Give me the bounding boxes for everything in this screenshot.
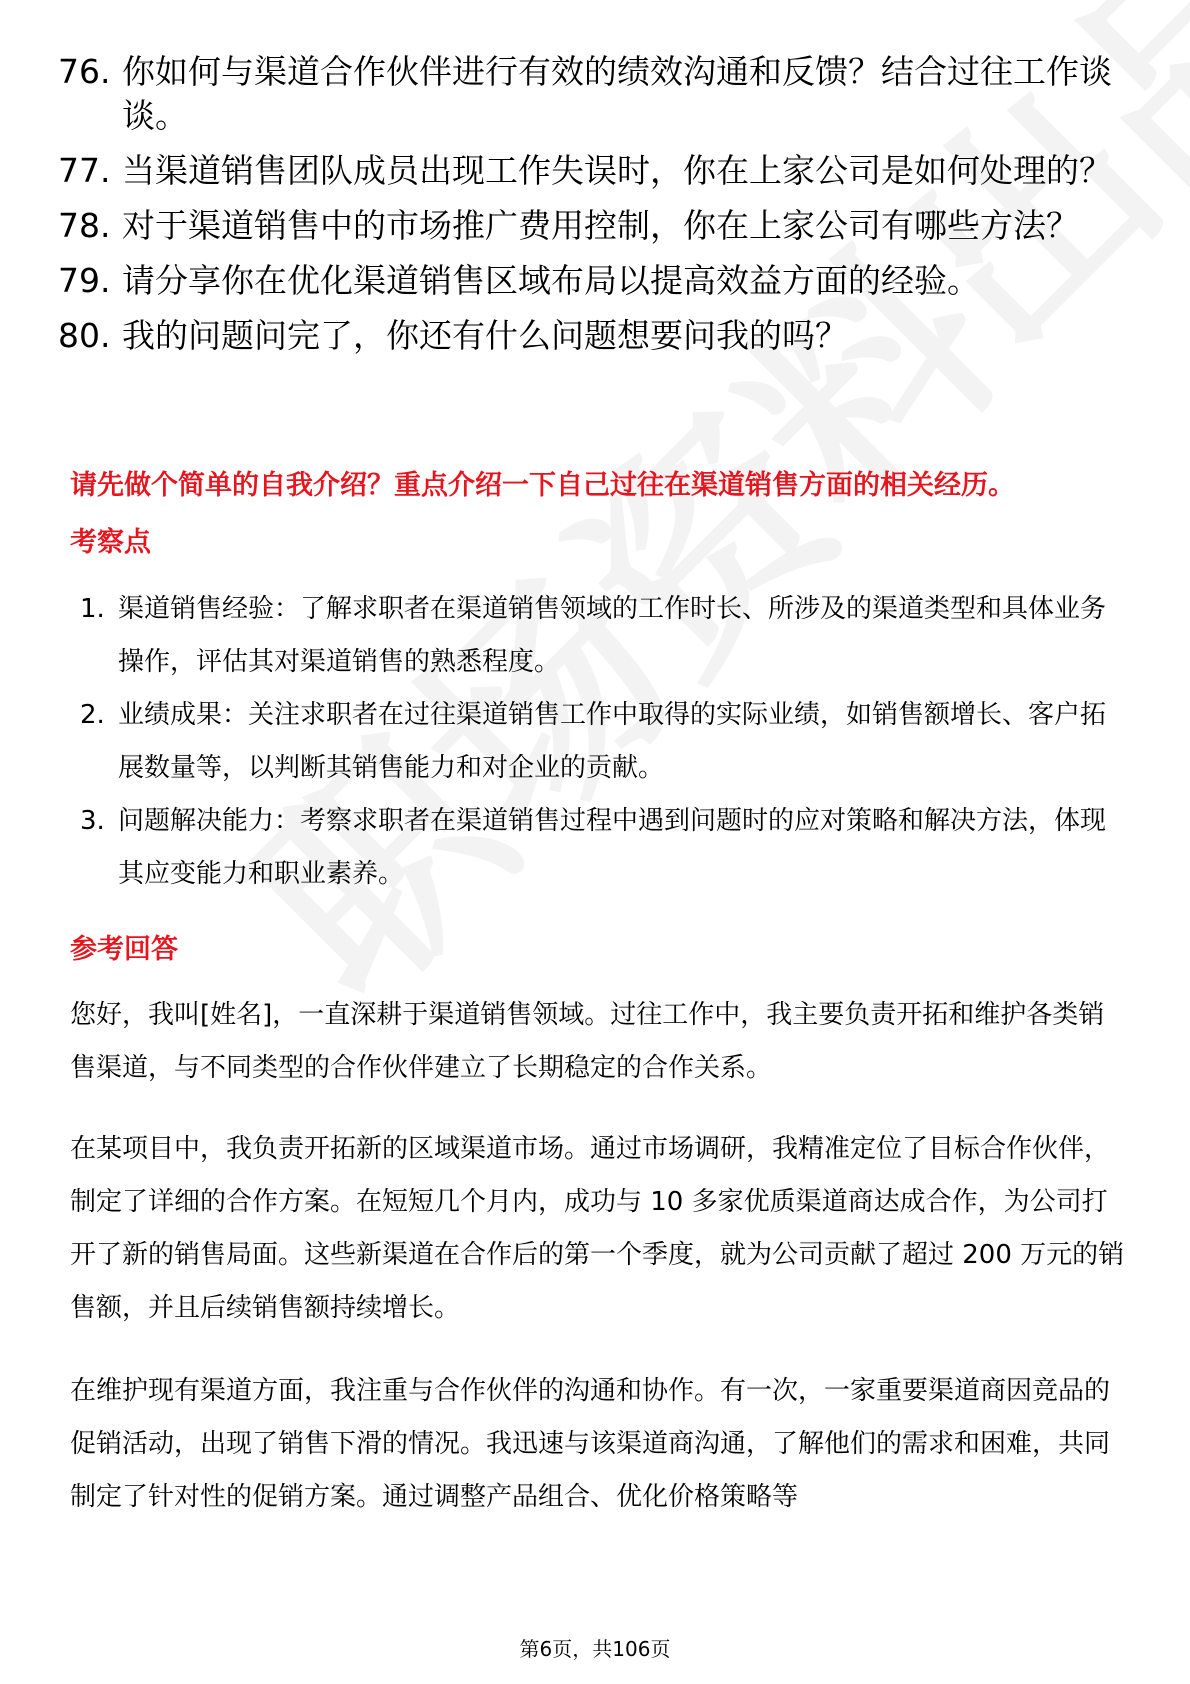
question-number: 77. — [58, 151, 111, 190]
list-item — [58, 314, 1128, 358]
question-list — [58, 50, 1128, 369]
list-item — [58, 50, 1128, 138]
list-item — [80, 795, 1130, 901]
question-number: 78. — [58, 206, 111, 245]
intro-question-heading: 请先做个简单的自我介绍？重点介绍一下自己过往在渠道销售方面的相关经历。 — [70, 470, 1015, 501]
answer-heading: 参考回答 — [70, 934, 178, 965]
question-text: 我的问题问完了，你还有什么问题想要问我的吗？ — [122, 316, 848, 355]
point-number: 3. — [80, 806, 105, 836]
list-item — [58, 149, 1128, 193]
answer-paragraph: 在维护现有渠道方面，我注重与合作伙伴的沟通和协作。有一次，一家重要渠道商因竞品的促销活动，出现了销售下滑的情况。我迅速与该渠道商沟通，了解他们的需求和困难，共同制定了针对性的促销方案。通过调整产品组合、优化价格策略等 — [70, 1376, 1111, 1512]
point-text: 渠道销售经验：了解求职者在渠道销售领域的工作时长、所涉及的渠道类型和具体业务操作，评估其对渠道销售的熟悉程度。 — [118, 594, 1107, 677]
question-number: 79. — [58, 261, 111, 300]
question-text: 你如何与渠道合作伙伴进行有效的绩效沟通和反馈？结合过往工作谈谈。 — [122, 52, 1112, 135]
list-item — [58, 204, 1128, 248]
list-item — [80, 583, 1130, 689]
point-number: 1. — [80, 594, 105, 624]
list-item — [58, 259, 1128, 303]
points-list — [80, 583, 1130, 901]
points-heading: 考察点 — [70, 527, 151, 558]
list-item — [80, 689, 1130, 795]
answer-paragraph: 在某项目中，我负责开拓新的区域渠道市场。通过市场调研，我精准定位了目标合作伙伴，制定了详细的合作方案。在短短几个月内，成功与 10 多家优质渠道商达成合作，为公司打开了新的销售局面。这些新渠道在合作后的第一个季度，就为公司贡献了超过 200 万元的销售额，并且后续销售额持续增长。 — [70, 1134, 1125, 1323]
question-number: 80. — [58, 316, 111, 355]
answer-paragraph: 您好，我叫[姓名]，一直深耕于渠道销售领域。过往工作中，我主要负责开拓和维护各类销售渠道，与不同类型的合作伙伴建立了长期稳定的合作关系。 — [70, 1000, 1105, 1083]
point-text: 业绩成果：关注求职者在过往渠道销售工作中取得的实际业绩，如销售额增长、客户拓展数量等，以判断其销售能力和对企业的贡献。 — [118, 700, 1107, 783]
point-number: 2. — [80, 700, 105, 730]
question-text: 对于渠道销售中的市场推广费用控制，你在上家公司有哪些方法？ — [122, 206, 1079, 245]
question-number: 76. — [58, 52, 111, 91]
page-footer: 第6页，共106页 — [519, 1637, 671, 1661]
question-text: 请分享你在优化渠道销售区域布局以提高效益方面的经验。 — [122, 261, 980, 300]
question-text: 当渠道销售团队成员出现工作失误时，你在上家公司是如何处理的？ — [122, 151, 1112, 190]
point-text: 问题解决能力：考察求职者在渠道销售过程中遇到问题时的应对策略和解决方法，体现其应变能力和职业素养。 — [118, 806, 1107, 889]
